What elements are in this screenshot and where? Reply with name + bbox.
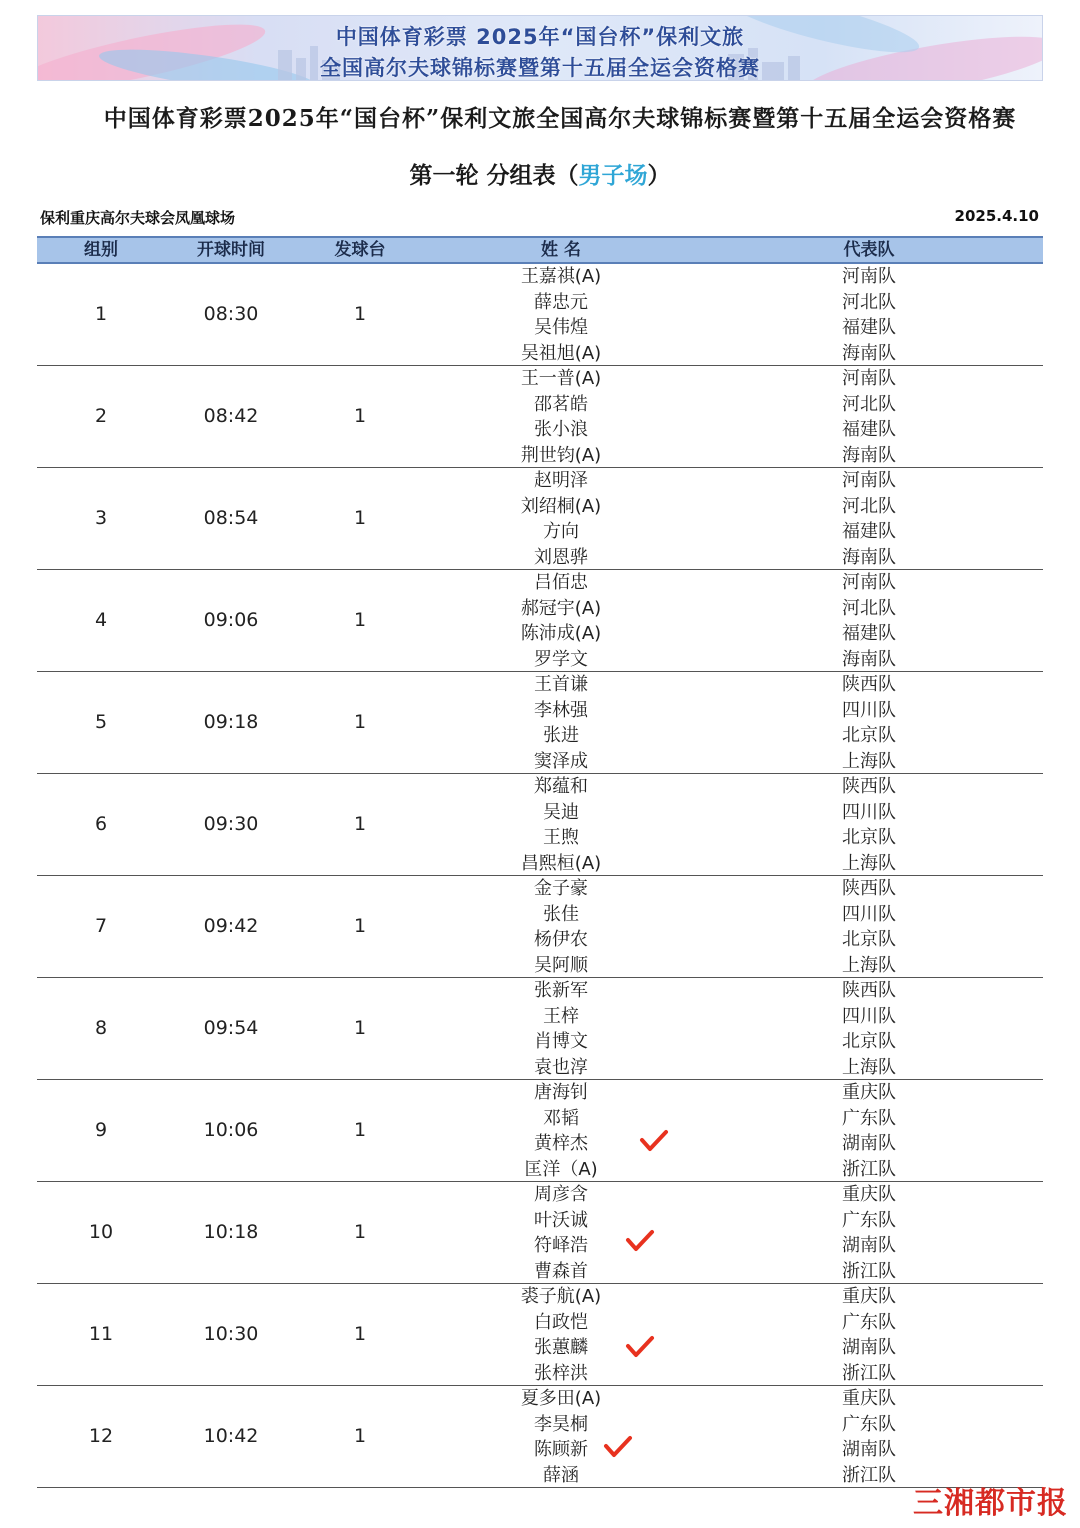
table-row bbox=[37, 1386, 1043, 1488]
header-name: 姓 名 bbox=[541, 240, 581, 260]
player-team: 北京队 bbox=[842, 725, 896, 746]
player-team: 福建队 bbox=[842, 521, 896, 542]
tee-number: 1 bbox=[353, 915, 367, 937]
group-number: 7 bbox=[94, 915, 108, 937]
tee-time: 09:42 bbox=[203, 915, 259, 937]
player-name: 金子豪 bbox=[534, 878, 588, 899]
player-team: 河北队 bbox=[842, 291, 896, 313]
tee-time: 08:42 bbox=[203, 405, 259, 427]
player-team: 河南队 bbox=[842, 368, 896, 389]
player-team: 四川队 bbox=[842, 1005, 896, 1027]
player-names bbox=[423, 1386, 699, 1488]
player-team: 重庆队 bbox=[842, 1388, 896, 1409]
tee-time: 09:06 bbox=[203, 609, 259, 631]
player-name: 荆世钧(A) bbox=[520, 444, 602, 466]
player-name: 符峄浩 bbox=[534, 1235, 588, 1256]
player-name: 吕佰忠 bbox=[534, 572, 588, 593]
player-team: 湖南队 bbox=[842, 1235, 896, 1256]
player-name: 吴伟煌 bbox=[534, 317, 588, 338]
player-team: 四川队 bbox=[842, 699, 896, 721]
player-name: 郑蕴和 bbox=[534, 776, 588, 797]
tee-number: 1 bbox=[353, 405, 367, 427]
player-names bbox=[423, 570, 699, 672]
tee-number: 1 bbox=[353, 1323, 367, 1345]
player-name: 张佳 bbox=[543, 903, 579, 925]
player-teams bbox=[707, 774, 1031, 876]
player-name: 刘恩骅 bbox=[534, 546, 588, 568]
player-names bbox=[423, 774, 699, 876]
player-teams bbox=[707, 570, 1031, 672]
player-teams bbox=[707, 672, 1031, 774]
player-names bbox=[423, 1080, 699, 1182]
player-team: 重庆队 bbox=[842, 1286, 896, 1307]
table-row bbox=[37, 570, 1043, 672]
tee-time: 08:54 bbox=[203, 507, 259, 529]
event-banner bbox=[37, 15, 1043, 81]
player-team: 湖南队 bbox=[842, 1337, 896, 1358]
player-names bbox=[423, 876, 699, 978]
player-names bbox=[423, 264, 699, 366]
player-team: 河南队 bbox=[842, 572, 896, 593]
tee-number: 1 bbox=[353, 1425, 367, 1447]
round-title-highlight: 男子场 bbox=[578, 163, 648, 189]
player-team: 河南队 bbox=[842, 470, 896, 491]
tee-time: 09:18 bbox=[203, 711, 259, 733]
tee-number: 1 bbox=[353, 609, 367, 631]
player-team: 广东队 bbox=[842, 1413, 896, 1435]
player-team: 北京队 bbox=[842, 827, 896, 848]
player-names bbox=[423, 978, 699, 1080]
player-name: 薛涵 bbox=[543, 1464, 579, 1486]
tee-time: 10:18 bbox=[203, 1221, 259, 1243]
player-name: 窦泽成 bbox=[534, 750, 588, 772]
player-team: 重庆队 bbox=[842, 1082, 896, 1103]
player-team: 浙江队 bbox=[842, 1158, 896, 1180]
checkmark-icon bbox=[625, 1335, 655, 1359]
player-team: 北京队 bbox=[842, 1031, 896, 1052]
tee-time: 08:30 bbox=[203, 303, 259, 325]
player-team: 广东队 bbox=[842, 1311, 896, 1333]
player-team: 福建队 bbox=[842, 419, 896, 440]
player-name: 白政恺 bbox=[534, 1311, 588, 1333]
player-team: 海南队 bbox=[842, 648, 896, 670]
player-name: 邓韬 bbox=[543, 1107, 579, 1129]
table-row bbox=[37, 774, 1043, 876]
player-name: 王一普(A) bbox=[520, 368, 602, 389]
table-row bbox=[37, 1080, 1043, 1182]
tee-number: 1 bbox=[353, 1017, 367, 1039]
player-teams bbox=[707, 978, 1031, 1080]
player-name: 张新军 bbox=[534, 980, 588, 1001]
player-team: 海南队 bbox=[842, 444, 896, 466]
table-row bbox=[37, 366, 1043, 468]
player-teams bbox=[707, 876, 1031, 978]
date-label: 2025.4.10 bbox=[954, 207, 1039, 225]
document-title: 中国体育彩票2025年“国台杯”保利文旅全国高尔夫球锦标赛暨第十五届全运会资格赛 bbox=[103, 105, 1017, 132]
table-row bbox=[37, 1182, 1043, 1284]
player-teams bbox=[707, 1386, 1031, 1488]
player-name: 袁也淳 bbox=[534, 1056, 588, 1078]
group-number: 3 bbox=[94, 507, 108, 529]
player-name: 李林强 bbox=[534, 699, 588, 721]
player-names bbox=[423, 1182, 699, 1284]
player-team: 重庆队 bbox=[842, 1184, 896, 1205]
player-name: 裘子航(A) bbox=[520, 1286, 602, 1307]
tee-time: 09:54 bbox=[203, 1017, 259, 1039]
player-team: 陕西队 bbox=[842, 776, 896, 797]
tee-time: 09:30 bbox=[203, 813, 259, 835]
player-name: 吴祖旭(A) bbox=[520, 342, 602, 364]
checkmark-icon bbox=[639, 1129, 669, 1153]
round-title-prefix: 第一轮 分组表（ bbox=[409, 163, 579, 189]
player-name: 王煦 bbox=[543, 827, 579, 848]
player-name: 张蕙麟 bbox=[534, 1337, 588, 1358]
table-row bbox=[37, 1284, 1043, 1386]
banner-title-line2: 全国高尔夫球锦标赛暨第十五届全运会资格赛 bbox=[320, 56, 760, 80]
group-number: 5 bbox=[94, 711, 108, 733]
venue-label: 保利重庆高尔夫球会凤凰球场 bbox=[40, 209, 236, 227]
player-name: 方向 bbox=[543, 521, 579, 542]
tee-number: 1 bbox=[353, 1119, 367, 1141]
player-teams bbox=[707, 468, 1031, 570]
player-name: 陈沛成(A) bbox=[520, 623, 602, 644]
group-number: 8 bbox=[94, 1017, 108, 1039]
player-name: 李昊桐 bbox=[534, 1413, 588, 1435]
player-team: 湖南队 bbox=[842, 1133, 896, 1154]
player-names bbox=[423, 1284, 699, 1386]
player-name: 唐海钊 bbox=[534, 1082, 588, 1103]
player-name: 夏多田(A) bbox=[520, 1388, 602, 1409]
group-rows bbox=[37, 264, 1043, 1488]
player-name: 黄梓杰 bbox=[534, 1133, 588, 1154]
player-teams bbox=[707, 1182, 1031, 1284]
pairings-table bbox=[37, 236, 1043, 1488]
player-team: 浙江队 bbox=[842, 1362, 896, 1384]
banner-title-line1: 中国体育彩票 2025年“国台杯”保利文旅 bbox=[335, 25, 745, 49]
player-names bbox=[423, 672, 699, 774]
group-number: 11 bbox=[88, 1323, 114, 1345]
player-team: 上海队 bbox=[842, 954, 896, 976]
tee-number: 1 bbox=[353, 303, 367, 325]
player-team: 福建队 bbox=[842, 317, 896, 338]
player-name: 刘绍桐(A) bbox=[520, 495, 602, 517]
player-team: 海南队 bbox=[842, 546, 896, 568]
player-name: 郝冠宇(A) bbox=[520, 597, 602, 619]
player-name: 曹森首 bbox=[534, 1260, 588, 1282]
player-team: 上海队 bbox=[842, 750, 896, 772]
player-team: 上海队 bbox=[842, 1056, 896, 1078]
player-name: 王梓 bbox=[543, 1005, 579, 1027]
tee-number: 1 bbox=[353, 711, 367, 733]
player-team: 河南队 bbox=[842, 266, 896, 287]
group-number: 4 bbox=[94, 609, 108, 631]
player-name: 薛忠元 bbox=[534, 291, 588, 313]
player-teams bbox=[707, 366, 1031, 468]
header-tee: 发球台 bbox=[334, 240, 386, 260]
group-number: 6 bbox=[94, 813, 108, 835]
tee-number: 1 bbox=[353, 1221, 367, 1243]
player-team: 上海队 bbox=[842, 852, 896, 874]
player-names bbox=[423, 468, 699, 570]
player-team: 陕西队 bbox=[842, 674, 896, 695]
player-team: 河北队 bbox=[842, 393, 896, 415]
header-team: 代表队 bbox=[843, 240, 895, 260]
player-name: 张梓洪 bbox=[534, 1362, 588, 1384]
player-team: 浙江队 bbox=[842, 1464, 896, 1486]
player-team: 河北队 bbox=[842, 597, 896, 619]
player-team: 四川队 bbox=[842, 801, 896, 823]
header-tee-time: 开球时间 bbox=[197, 240, 265, 260]
player-team: 广东队 bbox=[842, 1107, 896, 1129]
group-number: 1 bbox=[94, 303, 108, 325]
player-name: 匡洋（A) bbox=[524, 1158, 598, 1180]
player-name: 吴阿顺 bbox=[534, 954, 588, 976]
table-row bbox=[37, 264, 1043, 366]
player-team: 北京队 bbox=[842, 929, 896, 950]
table-row bbox=[37, 978, 1043, 1080]
player-name: 吴迪 bbox=[543, 801, 579, 823]
player-name: 赵明泽 bbox=[534, 470, 588, 491]
player-teams bbox=[707, 264, 1031, 366]
player-name: 王首谦 bbox=[534, 674, 588, 695]
player-team: 浙江队 bbox=[842, 1260, 896, 1282]
player-team: 陕西队 bbox=[842, 980, 896, 1001]
group-number: 2 bbox=[94, 405, 108, 427]
table-row bbox=[37, 672, 1043, 774]
player-team: 福建队 bbox=[842, 623, 896, 644]
player-team: 河北队 bbox=[842, 495, 896, 517]
table-row bbox=[37, 468, 1043, 570]
tee-time: 10:42 bbox=[203, 1425, 259, 1447]
tee-time: 10:30 bbox=[203, 1323, 259, 1345]
player-name: 昌熙桓(A) bbox=[520, 852, 602, 874]
player-name: 罗学文 bbox=[534, 648, 588, 670]
header-group: 组别 bbox=[84, 240, 118, 260]
player-name: 陈顾新 bbox=[534, 1439, 588, 1460]
table-row bbox=[37, 876, 1043, 978]
group-number: 12 bbox=[88, 1425, 114, 1447]
round-title bbox=[0, 157, 1080, 190]
tee-number: 1 bbox=[353, 813, 367, 835]
player-team: 湖南队 bbox=[842, 1439, 896, 1460]
player-teams bbox=[707, 1284, 1031, 1386]
player-name: 张小浪 bbox=[534, 419, 588, 440]
checkmark-icon bbox=[625, 1229, 655, 1253]
round-title-suffix: ） bbox=[647, 163, 671, 189]
tee-number: 1 bbox=[353, 507, 367, 529]
player-name: 张进 bbox=[543, 725, 579, 746]
player-name: 王嘉祺(A) bbox=[520, 266, 602, 287]
player-team: 陕西队 bbox=[842, 878, 896, 899]
player-name: 杨伊农 bbox=[534, 929, 588, 950]
player-name: 邵茗皓 bbox=[534, 393, 588, 415]
player-names bbox=[423, 366, 699, 468]
player-team: 四川队 bbox=[842, 903, 896, 925]
table-header bbox=[37, 236, 1043, 264]
checkmark-icon bbox=[603, 1435, 633, 1459]
group-number: 9 bbox=[94, 1119, 108, 1141]
player-name: 叶沃诚 bbox=[534, 1209, 588, 1231]
tee-time: 10:06 bbox=[203, 1119, 259, 1141]
player-name: 周彦含 bbox=[534, 1184, 588, 1205]
player-teams bbox=[707, 1080, 1031, 1182]
watermark-logo: 三湘都市报 bbox=[913, 1486, 1068, 1521]
player-team: 广东队 bbox=[842, 1209, 896, 1231]
player-team: 海南队 bbox=[842, 342, 896, 364]
group-number: 10 bbox=[88, 1221, 114, 1243]
player-name: 肖博文 bbox=[534, 1031, 588, 1052]
